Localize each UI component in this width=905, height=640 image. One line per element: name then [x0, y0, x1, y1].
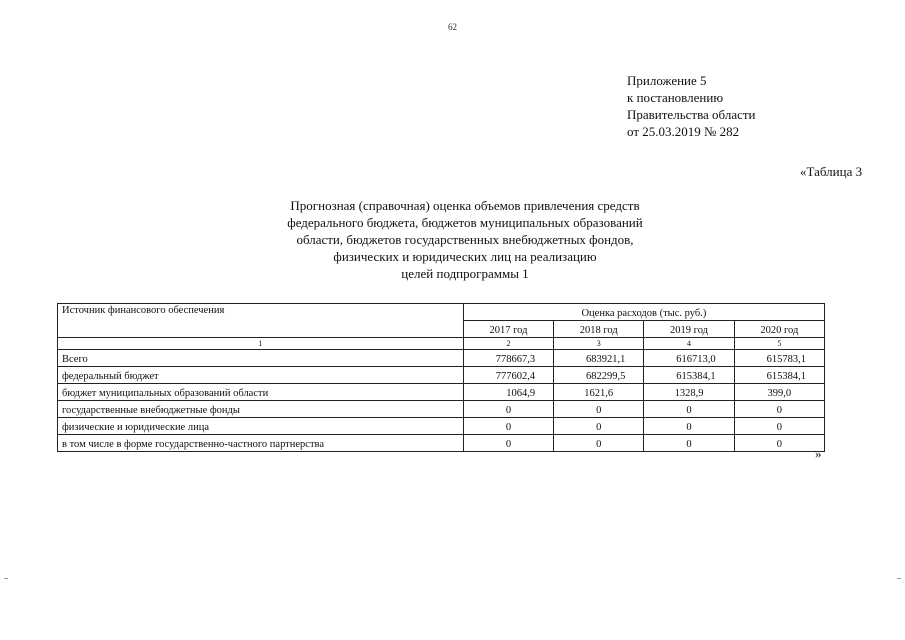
source-header: Источник финансового обеспечения: [58, 304, 464, 338]
year-2019-header: 2019 год: [644, 321, 734, 338]
column-number: 1: [58, 338, 464, 350]
scan-edge-mark-left: [4, 578, 8, 579]
row-label: бюджет муниципальных образований области: [58, 384, 464, 401]
cell-value: 683921,1: [554, 350, 644, 367]
table-row: [58, 350, 825, 367]
year-2017-header: 2017 год: [463, 321, 553, 338]
title-line-1: Прогнозная (справочная) оценка объемов привлечения средств: [290, 198, 640, 213]
cell-value: 616713,0: [644, 350, 734, 367]
table-label: «Таблица 3: [800, 164, 863, 179]
column-number: 4: [644, 338, 734, 350]
closing-quote: »: [815, 446, 822, 461]
cell-value: 0: [734, 418, 824, 435]
column-number-row: [58, 338, 825, 350]
cell-value: 0: [644, 418, 734, 435]
appendix-line-2: к постановлению: [627, 90, 724, 105]
cell-value: 615783,1: [734, 350, 824, 367]
table-row: [58, 384, 825, 401]
year-2020-header: 2020 год: [734, 321, 824, 338]
cell-value: 1064,9: [463, 384, 553, 401]
scan-edge-mark-right: [897, 578, 901, 579]
cell-value: 0: [463, 401, 553, 418]
table-row: [58, 401, 825, 418]
cell-value: 615384,1: [644, 367, 734, 384]
title-line-5: целей подпрограммы 1: [401, 266, 529, 281]
cell-value: 682299,5: [554, 367, 644, 384]
cell-value: 0: [734, 435, 824, 452]
table-row: [58, 435, 825, 452]
cell-value: 1328,9: [644, 384, 734, 401]
column-number: 2: [463, 338, 553, 350]
appendix-block: [627, 72, 756, 140]
column-number: 5: [734, 338, 824, 350]
cell-value: 778667,3: [463, 350, 553, 367]
cell-value: 777602,4: [463, 367, 553, 384]
financing-table: [57, 303, 825, 452]
column-number: 3: [554, 338, 644, 350]
title-line-3: области, бюджетов государственных внебюджетных фондов,: [296, 232, 634, 247]
table-row: [58, 367, 825, 384]
cell-value: 0: [554, 401, 644, 418]
row-label: Всего: [58, 350, 464, 367]
page-number: 62: [448, 22, 457, 32]
row-label: государственные внебюджетные фонды: [58, 401, 464, 418]
cell-value: 0: [554, 435, 644, 452]
row-label: физические и юридические лица: [58, 418, 464, 435]
appendix-line-1: Приложение 5: [627, 73, 707, 88]
table-row: [58, 418, 825, 435]
year-2018-header: 2018 год: [554, 321, 644, 338]
header-row: [58, 304, 825, 321]
document-title: [230, 197, 700, 282]
cell-value: 0: [463, 418, 553, 435]
cell-value: 0: [644, 401, 734, 418]
cell-value: 399,0: [734, 384, 824, 401]
cell-value: 0: [734, 401, 824, 418]
cell-value: 1621,6: [554, 384, 644, 401]
title-line-2: федерального бюджета, бюджетов муниципальных образований: [287, 215, 643, 230]
title-line-4: физических и юридических лиц на реализацию: [333, 249, 597, 264]
appendix-line-3: Правительства области: [627, 107, 756, 122]
appendix-line-4: от 25.03.2019 № 282: [627, 124, 740, 139]
cell-value: 615384,1: [734, 367, 824, 384]
expense-header: Оценка расходов (тыс. руб.): [463, 304, 824, 321]
cell-value: 0: [463, 435, 553, 452]
cell-value: 0: [554, 418, 644, 435]
row-label: федеральный бюджет: [58, 367, 464, 384]
row-label: в том числе в форме государственно-частного партнерства: [58, 435, 464, 452]
cell-value: 0: [644, 435, 734, 452]
